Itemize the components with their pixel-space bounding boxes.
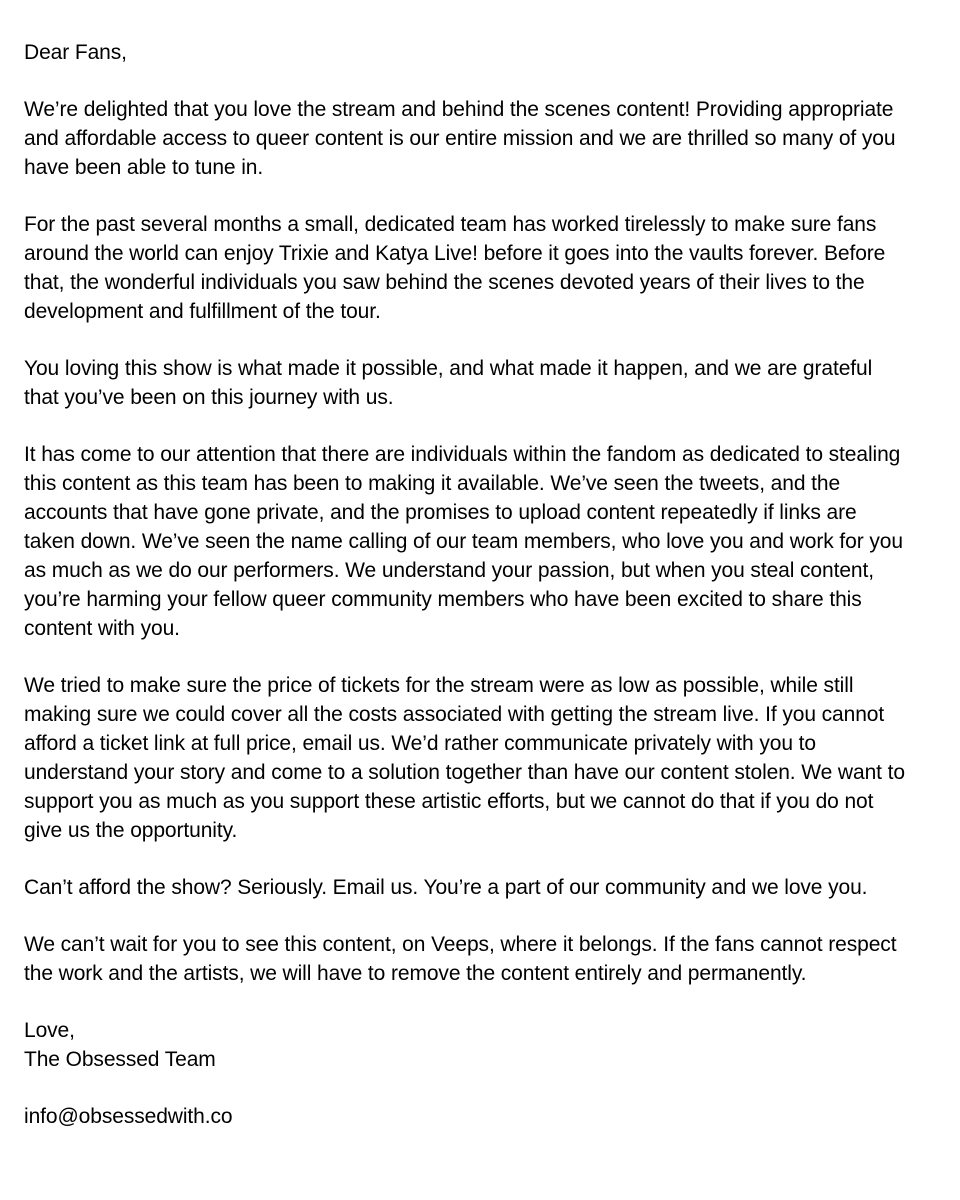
contact-email: info@obsessedwith.co [24,1105,233,1128]
paragraph-line: give us the opportunity. [24,819,238,842]
paragraph-5 [24,671,954,845]
paragraph-line: that, the wonderful individuals you saw behind the scenes devoted years of their lives to the [24,271,865,294]
paragraph-3 [24,354,954,412]
greeting: Dear Fans, [24,41,127,64]
paragraph-line: development and fulfillment of the tour. [24,300,381,323]
paragraph-line: Can’t afford the show? Seriously. Email us. You’re a part of our community and we love you. [24,876,868,899]
paragraph-line: you’re harming your fellow queer community members who have been excited to share this [24,588,862,611]
closing: Love, [24,1019,75,1042]
paragraph-line: this content as this team has been to making it available. We’ve seen the tweets, and the [24,472,841,495]
paragraph-line: have been able to tune in. [24,156,264,179]
paragraph-line: afford a ticket link at full price, email us. We’d rather communicate privately with you to [24,732,816,755]
paragraph-7 [24,930,954,988]
paragraph-line: We tried to make sure the price of tickets for the stream were as low as possible, while still [24,674,854,697]
paragraph-line: For the past several months a small, dedicated team has worked tirelessly to make sure fans [24,213,877,236]
paragraph-4 [24,440,954,643]
paragraph-line: We’re delighted that you love the stream and behind the scenes content! Providing appropriate [24,98,894,121]
paragraph-line: as much as we do our performers. We understand your passion, but when you steal content, [24,559,874,582]
paragraph-2 [24,210,954,326]
paragraph-line: making sure we could cover all the costs associated with getting the stream live. If you cannot [24,703,885,726]
paragraph-line: the work and the artists, we will have to remove the content entirely and permanently. [24,962,807,985]
signature: The Obsessed Team [24,1048,216,1071]
paragraph-line: that you’ve been on this journey with us. [24,386,394,409]
paragraph-line: content with you. [24,617,180,640]
paragraph-line: accounts that have gone private, and the promises to upload content repeatedly if links are [24,501,857,524]
paragraph-line: and affordable access to queer content is our entire mission and we are thrilled so many of you [24,127,896,150]
paragraph-line: taken down. We’ve seen the name calling of our team members, who love you and work for you [24,530,903,553]
letter-body [24,38,954,1159]
paragraph-line: We can’t wait for you to see this content, on Veeps, where it belongs. If the fans cannot respect [24,933,897,956]
paragraph-line: You loving this show is what made it possible, and what made it happen, and we are grateful [24,357,873,380]
sign-off [24,1016,954,1074]
paragraph-1 [24,95,954,182]
paragraph-6 [24,873,954,902]
paragraph-line: around the world can enjoy Trixie and Katya Live! before it goes into the vaults forever. Before [24,242,886,265]
paragraph-line: It has come to our attention that there are individuals within the fandom as dedicated to stealing [24,443,901,466]
paragraph-line: support you as much as you support these artistic efforts, but we cannot do that if you do not [24,790,874,813]
paragraph-line: understand your story and come to a solution together than have our content stolen. We want to [24,761,905,784]
